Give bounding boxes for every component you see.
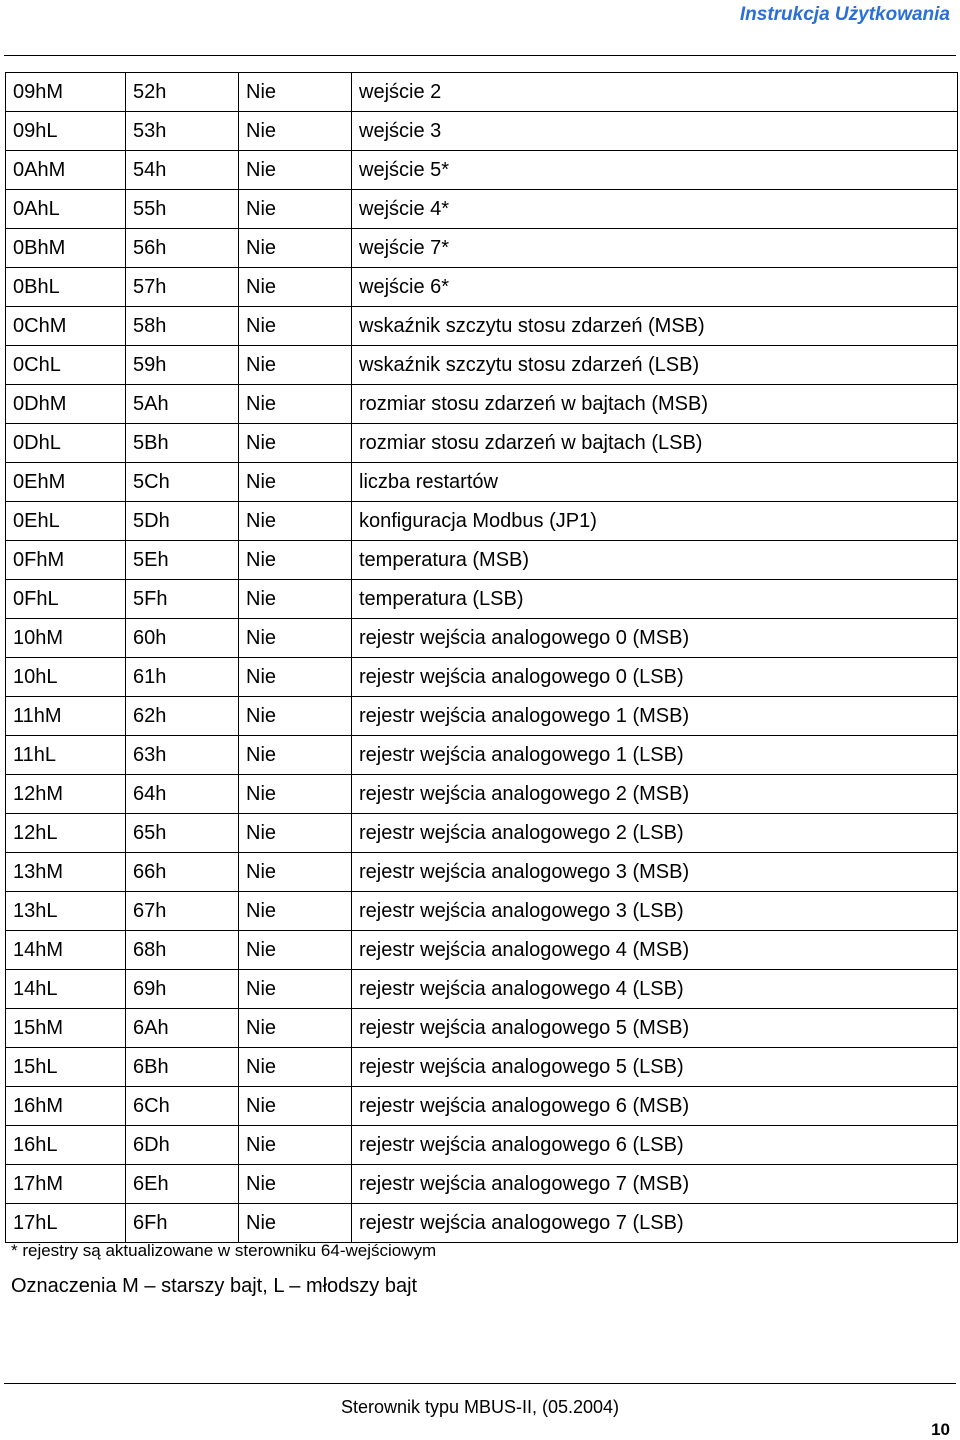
- write-flag-cell: Nie: [239, 580, 352, 619]
- write-flag-cell: Nie: [239, 970, 352, 1009]
- table-row: [6, 658, 958, 697]
- description-cell: rejestr wejścia analogowego 6 (MSB): [352, 1087, 958, 1126]
- register-address-cell: 0FhM: [6, 541, 126, 580]
- table-row: [6, 892, 958, 931]
- description-cell: konfiguracja Modbus (JP1): [352, 502, 958, 541]
- description-cell: rozmiar stosu zdarzeń w bajtach (MSB): [352, 385, 958, 424]
- table-row: [6, 775, 958, 814]
- register-address-cell: 0AhL: [6, 190, 126, 229]
- modbus-address-cell: 56h: [126, 229, 239, 268]
- footnote: * rejestry są aktualizowane w sterowniku 64-wejściowym: [11, 1241, 437, 1260]
- register-address-cell: 15hM: [6, 1009, 126, 1048]
- write-flag-cell: Nie: [239, 775, 352, 814]
- description-cell: rejestr wejścia analogowego 7 (LSB): [352, 1204, 958, 1243]
- legend-note: Oznaczenia M – starszy bajt, L – młodszy bajt: [11, 1275, 418, 1297]
- modbus-address-cell: 61h: [126, 658, 239, 697]
- modbus-address-cell: 67h: [126, 892, 239, 931]
- modbus-address-cell: 52h: [126, 73, 239, 112]
- description-cell: wejście 7*: [352, 229, 958, 268]
- write-flag-cell: Nie: [239, 1009, 352, 1048]
- modbus-address-cell: 54h: [126, 151, 239, 190]
- write-flag-cell: Nie: [239, 619, 352, 658]
- write-flag-cell: Nie: [239, 736, 352, 775]
- description-cell: wskaźnik szczytu stosu zdarzeń (LSB): [352, 346, 958, 385]
- modbus-address-cell: 6Bh: [126, 1048, 239, 1087]
- write-flag-cell: Nie: [239, 931, 352, 970]
- table-row: [6, 307, 958, 346]
- modbus-address-cell: 60h: [126, 619, 239, 658]
- description-cell: rejestr wejścia analogowego 1 (LSB): [352, 736, 958, 775]
- modbus-address-cell: 6Dh: [126, 1126, 239, 1165]
- register-address-cell: 0DhL: [6, 424, 126, 463]
- write-flag-cell: Nie: [239, 814, 352, 853]
- modbus-address-cell: 57h: [126, 268, 239, 307]
- write-flag-cell: Nie: [239, 424, 352, 463]
- description-cell: temperatura (LSB): [352, 580, 958, 619]
- write-flag-cell: Nie: [239, 892, 352, 931]
- table-row: [6, 970, 958, 1009]
- register-address-cell: 11hM: [6, 697, 126, 736]
- register-address-cell: 14hM: [6, 931, 126, 970]
- description-cell: rejestr wejścia analogowego 3 (MSB): [352, 853, 958, 892]
- description-cell: wejście 5*: [352, 151, 958, 190]
- document-header-title: Instrukcja Użytkowania: [739, 4, 950, 25]
- write-flag-cell: Nie: [239, 697, 352, 736]
- register-address-cell: 15hL: [6, 1048, 126, 1087]
- register-address-cell: 12hM: [6, 775, 126, 814]
- table-row: [6, 580, 958, 619]
- write-flag-cell: Nie: [239, 229, 352, 268]
- register-address-cell: 13hM: [6, 853, 126, 892]
- write-flag-cell: Nie: [239, 190, 352, 229]
- table-row: [6, 190, 958, 229]
- modbus-address-cell: 65h: [126, 814, 239, 853]
- table-row: [6, 619, 958, 658]
- modbus-address-cell: 6Fh: [126, 1204, 239, 1243]
- table-row: [6, 463, 958, 502]
- description-cell: rejestr wejścia analogowego 2 (LSB): [352, 814, 958, 853]
- header-divider: [4, 55, 956, 56]
- write-flag-cell: Nie: [239, 385, 352, 424]
- description-cell: rejestr wejścia analogowego 5 (LSB): [352, 1048, 958, 1087]
- write-flag-cell: Nie: [239, 1087, 352, 1126]
- modbus-address-cell: 62h: [126, 697, 239, 736]
- write-flag-cell: Nie: [239, 307, 352, 346]
- footer-divider: [4, 1383, 956, 1384]
- modbus-address-cell: 64h: [126, 775, 239, 814]
- table-row: [6, 1009, 958, 1048]
- table-row: [6, 1048, 958, 1087]
- description-cell: rejestr wejścia analogowego 6 (LSB): [352, 1126, 958, 1165]
- footer-text: Sterownik typu MBUS-II, (05.2004): [340, 1397, 620, 1417]
- write-flag-cell: Nie: [239, 853, 352, 892]
- write-flag-cell: Nie: [239, 1126, 352, 1165]
- register-address-cell: 0BhM: [6, 229, 126, 268]
- table-row: [6, 268, 958, 307]
- modbus-address-cell: 68h: [126, 931, 239, 970]
- page-number: 10: [931, 1420, 950, 1439]
- register-address-cell: 09hL: [6, 112, 126, 151]
- write-flag-cell: Nie: [239, 346, 352, 385]
- register-address-cell: 0EhM: [6, 463, 126, 502]
- description-cell: temperatura (MSB): [352, 541, 958, 580]
- register-address-cell: 17hL: [6, 1204, 126, 1243]
- register-address-cell: 10hM: [6, 619, 126, 658]
- description-cell: rejestr wejścia analogowego 5 (MSB): [352, 1009, 958, 1048]
- description-cell: wejście 3: [352, 112, 958, 151]
- modbus-address-cell: 6Eh: [126, 1165, 239, 1204]
- write-flag-cell: Nie: [239, 112, 352, 151]
- description-cell: rejestr wejścia analogowego 4 (LSB): [352, 970, 958, 1009]
- description-cell: wskaźnik szczytu stosu zdarzeń (MSB): [352, 307, 958, 346]
- description-cell: rejestr wejścia analogowego 4 (MSB): [352, 931, 958, 970]
- write-flag-cell: Nie: [239, 502, 352, 541]
- modbus-address-cell: 6Ah: [126, 1009, 239, 1048]
- table-row: [6, 1126, 958, 1165]
- description-cell: rejestr wejścia analogowego 0 (MSB): [352, 619, 958, 658]
- table-row: [6, 1087, 958, 1126]
- description-cell: rejestr wejścia analogowego 1 (MSB): [352, 697, 958, 736]
- table-row: [6, 112, 958, 151]
- modbus-address-cell: 59h: [126, 346, 239, 385]
- modbus-address-cell: 53h: [126, 112, 239, 151]
- description-cell: rejestr wejścia analogowego 7 (MSB): [352, 1165, 958, 1204]
- modbus-address-cell: 63h: [126, 736, 239, 775]
- modbus-address-cell: 5Bh: [126, 424, 239, 463]
- register-table-body: [6, 73, 958, 1243]
- table-row: [6, 424, 958, 463]
- register-address-cell: 0ChL: [6, 346, 126, 385]
- description-cell: rejestr wejścia analogowego 0 (LSB): [352, 658, 958, 697]
- register-address-cell: 0FhL: [6, 580, 126, 619]
- description-cell: liczba restartów: [352, 463, 958, 502]
- register-address-cell: 0EhL: [6, 502, 126, 541]
- table-row: [6, 385, 958, 424]
- register-address-cell: 0AhM: [6, 151, 126, 190]
- write-flag-cell: Nie: [239, 1204, 352, 1243]
- table-row: [6, 541, 958, 580]
- register-address-cell: 0DhM: [6, 385, 126, 424]
- table-row: [6, 736, 958, 775]
- write-flag-cell: Nie: [239, 541, 352, 580]
- table-row: [6, 73, 958, 112]
- modbus-address-cell: 5Fh: [126, 580, 239, 619]
- write-flag-cell: Nie: [239, 463, 352, 502]
- table-row: [6, 502, 958, 541]
- modbus-address-cell: 69h: [126, 970, 239, 1009]
- register-address-cell: 0ChM: [6, 307, 126, 346]
- description-cell: wejście 2: [352, 73, 958, 112]
- register-address-cell: 09hM: [6, 73, 126, 112]
- table-row: [6, 1204, 958, 1243]
- write-flag-cell: Nie: [239, 73, 352, 112]
- description-cell: rozmiar stosu zdarzeń w bajtach (LSB): [352, 424, 958, 463]
- table-row: [6, 697, 958, 736]
- modbus-address-cell: 55h: [126, 190, 239, 229]
- table-row: [6, 931, 958, 970]
- register-address-cell: 16hM: [6, 1087, 126, 1126]
- register-address-cell: 13hL: [6, 892, 126, 931]
- modbus-address-cell: 58h: [126, 307, 239, 346]
- write-flag-cell: Nie: [239, 268, 352, 307]
- description-cell: wejście 6*: [352, 268, 958, 307]
- table-row: [6, 346, 958, 385]
- register-address-cell: 14hL: [6, 970, 126, 1009]
- register-address-cell: 17hM: [6, 1165, 126, 1204]
- description-cell: rejestr wejścia analogowego 3 (LSB): [352, 892, 958, 931]
- write-flag-cell: Nie: [239, 151, 352, 190]
- table-row: [6, 853, 958, 892]
- description-cell: rejestr wejścia analogowego 2 (MSB): [352, 775, 958, 814]
- write-flag-cell: Nie: [239, 1165, 352, 1204]
- modbus-address-cell: 6Ch: [126, 1087, 239, 1126]
- description-cell: wejście 4*: [352, 190, 958, 229]
- modbus-address-cell: 5Ah: [126, 385, 239, 424]
- register-table: [5, 72, 958, 1243]
- register-address-cell: 0BhL: [6, 268, 126, 307]
- register-address-cell: 12hL: [6, 814, 126, 853]
- write-flag-cell: Nie: [239, 658, 352, 697]
- register-address-cell: 16hL: [6, 1126, 126, 1165]
- table-row: [6, 229, 958, 268]
- table-row: [6, 1165, 958, 1204]
- register-address-cell: 11hL: [6, 736, 126, 775]
- write-flag-cell: Nie: [239, 1048, 352, 1087]
- modbus-address-cell: 5Dh: [126, 502, 239, 541]
- register-address-cell: 10hL: [6, 658, 126, 697]
- modbus-address-cell: 5Ch: [126, 463, 239, 502]
- modbus-address-cell: 5Eh: [126, 541, 239, 580]
- table-row: [6, 814, 958, 853]
- table-row: [6, 151, 958, 190]
- modbus-address-cell: 66h: [126, 853, 239, 892]
